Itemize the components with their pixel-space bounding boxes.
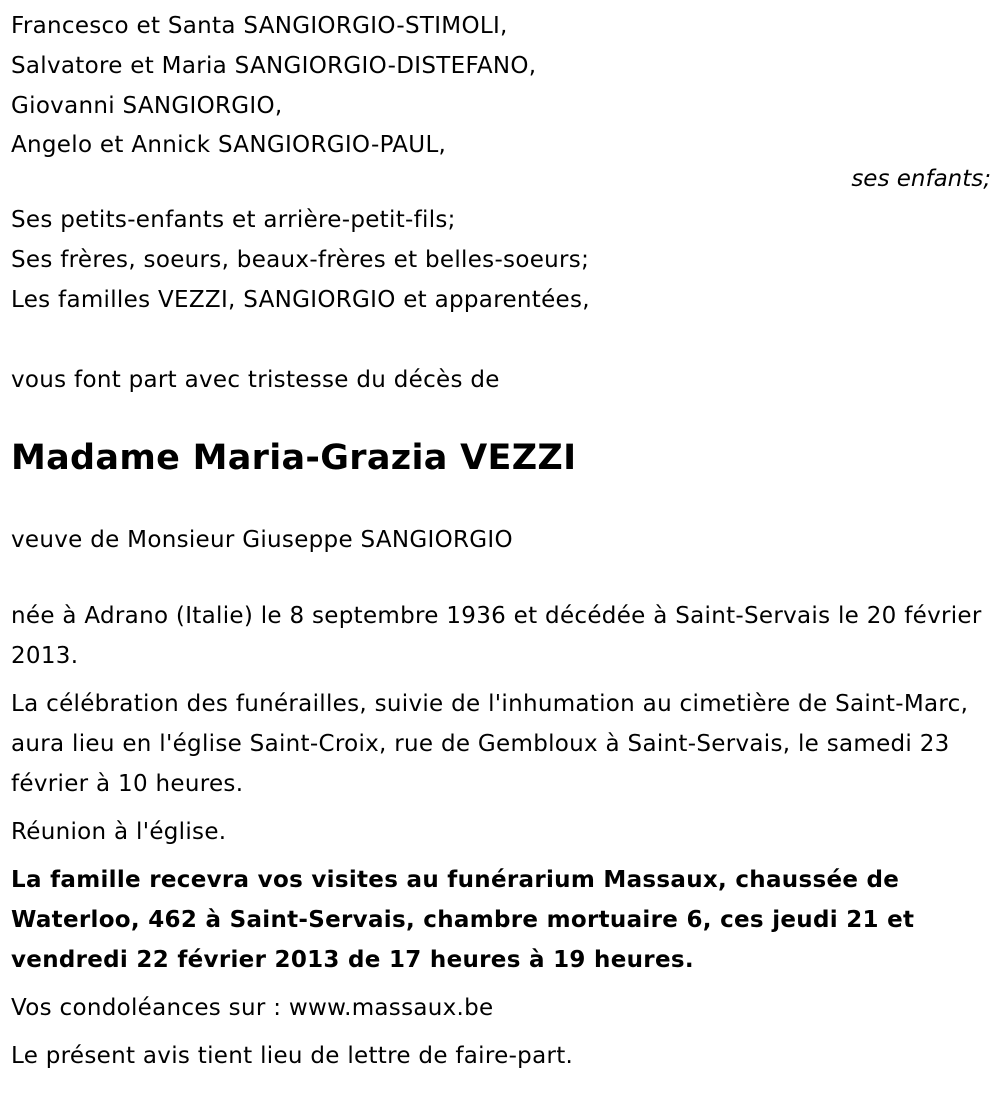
visits-text: La famille recevra vos visites au funérarium Massaux, chaussée de Waterloo, 462 à Saint-Servais, chambre mortuaire 6, ces jeudi 21 et vendredi 22 février 2013 de 17 heures à 19 heures.: [11, 867, 915, 973]
child-line: Giovanni SANGIORGIO,: [11, 93, 283, 119]
children-label: ses enfants;: [851, 166, 991, 192]
condolences-text: Vos condoléances sur : www.massaux.be: [11, 995, 494, 1021]
obituary-notice: [11, 6, 991, 1084]
funeral-text: La célébration des funérailles, suivie de l'inhumation au cimetière de Saint-Marc, aura lieu en l'église Saint-Croix, rue de Gembloux à Saint-Servais, le samedi 23 février à 10 heures.: [11, 691, 969, 797]
relative-line: Ses frères, soeurs, beaux-frères et belles-soeurs;: [11, 247, 590, 273]
relative-line: Les familles VEZZI, SANGIORGIO et apparentées,: [11, 287, 590, 313]
birth-death-text: née à Adrano (Italie) le 8 septembre 1936 et décédée à Saint-Servais le 20 février 2013.: [11, 603, 982, 669]
child-line: Angelo et Annick SANGIORGIO-PAUL,: [11, 132, 447, 158]
notice-text: Le présent avis tient lieu de lettre de faire-part.: [11, 1043, 574, 1069]
announcement-text: vous font part avec tristesse du décès de: [11, 367, 500, 393]
widow-of-text: veuve de Monsieur Giuseppe SANGIORGIO: [11, 527, 513, 553]
meeting-text: Réunion à l'église.: [11, 819, 227, 845]
children-list: [11, 6, 991, 164]
relatives-list: [11, 200, 991, 320]
child-line: Salvatore et Maria SANGIORGIO-DISTEFANO,: [11, 53, 537, 79]
deceased-name: Madame Maria-Grazia VEZZI: [11, 438, 577, 478]
relative-line: Ses petits-enfants et arrière-petit-fils;: [11, 207, 456, 233]
child-line: Francesco et Santa SANGIORGIO-STIMOLI,: [11, 13, 508, 39]
